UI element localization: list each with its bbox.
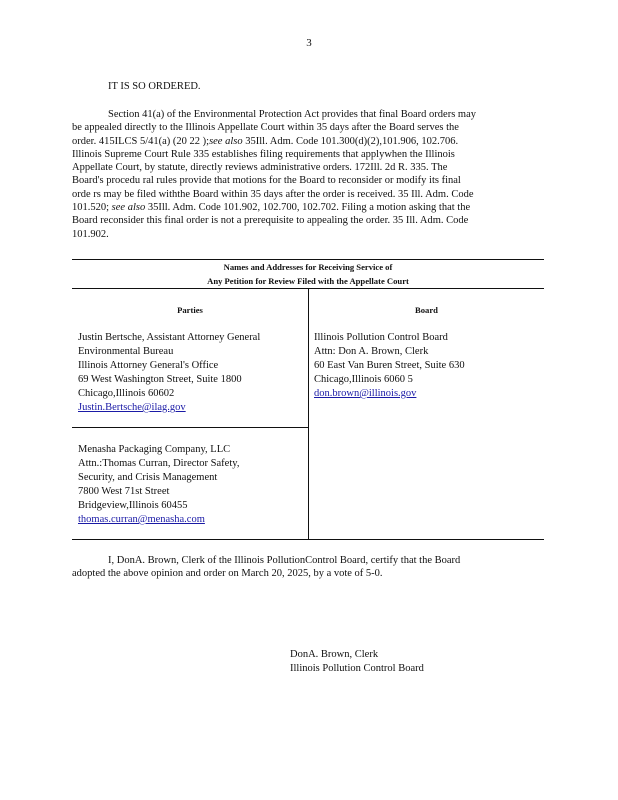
party-address-block: Justin Bertsche, Assistant Attorney General Environmental Bureau Illinois Attorney General's Office 69 West Washington Street, Suite 1800 Chicago,Illinois 60602 Justin.Bertsche@ilag.gov: [78, 332, 261, 413]
citation-signal: see also: [111, 202, 146, 214]
signature-block: [290, 648, 424, 676]
board-email-link[interactable]: don.brown@illinois.gov: [314, 388, 417, 399]
table-bottom-rule: [72, 539, 544, 540]
board-address-block: Illinois Pollution Control Board Attn: Don A. Brown, Clerk 60 East Van Buren Street, Suite 630 Chicago,Illinois 6060 5 don.brown@illinois.gov: [314, 332, 465, 399]
paragraph-line: Section 41(a) of the Environmental Protection Act provides that final Board orders may: [108, 109, 476, 120]
paragraph-line: be appealed directly to the Illinois Appellate Court within 35 days after the Board serves the: [72, 122, 459, 134]
board-heading: Board: [415, 305, 438, 315]
parties-heading: Parties: [177, 305, 203, 315]
paragraph-line: order. 415ILCS 5/41(a) (20 22 );see also 35Ill. Adm. Code 101.300(d)(2),101.906, 102.706.: [72, 135, 459, 147]
signer-organization: Illinois Pollution Control Board: [290, 663, 424, 674]
paragraph-line: 101.520; see also 35Ill. Adm. Code 101.902, 102.700, 102.702. Filing a motion asking that the: [72, 202, 471, 214]
table-row-divider: [72, 427, 308, 428]
party-email-link[interactable]: thomas.curran@menasha.com: [78, 514, 205, 525]
appeal-paragraph: [72, 108, 544, 241]
party-address-block: Menasha Packaging Company, LLC Attn.:Thomas Curran, Director Safety, Security, and Crisis Management 7800 West 71st Street Bridgeview,Illinois 60455 thomas.curran@menasha.com: [78, 444, 240, 525]
service-table-title: Names and Addresses for Receiving Service of Any Petition for Review Filed with the Appellate Court: [207, 262, 409, 286]
paragraph-line: adopted the above opinion and order on March 20, 2025, by a vote of 5-0.: [72, 568, 383, 580]
table-column-divider: [308, 288, 309, 539]
paragraph-line: orde rs may be filed withthe Board within 35 days after the order is received. 35 Ill. Adm. Code: [72, 188, 474, 200]
paragraph-line: I, DonA. Brown, Clerk of the Illinois PollutionControl Board, certify that the Board: [108, 555, 461, 566]
citation-signal: see also: [209, 135, 243, 147]
paragraph-line: 101.902.: [72, 228, 109, 240]
signer-name: DonA. Brown, Clerk: [290, 649, 379, 660]
certification-paragraph: [72, 554, 544, 581]
paragraph-line: Appellate Court, by statute, directly reviews administrative orders. 172Ill. 2d R. 335. The: [72, 162, 448, 174]
page-number: 3: [306, 37, 312, 49]
order-statement: IT IS SO ORDERED.: [108, 81, 201, 92]
paragraph-line: Illinois Supreme Court Rule 335 establishes filing requirements that applywhen the Illinois: [72, 148, 455, 160]
party-email-link[interactable]: Justin.Bertsche@ilag.gov: [78, 402, 186, 413]
paragraph-line: Board reconsider this final order is not a prerequisite to appealing the order. 35 Ill. Adm. Code: [72, 215, 469, 227]
paragraph-line: Board's procedu ral rules provide that motions for the Board to reconsider or modify its final: [72, 175, 461, 187]
